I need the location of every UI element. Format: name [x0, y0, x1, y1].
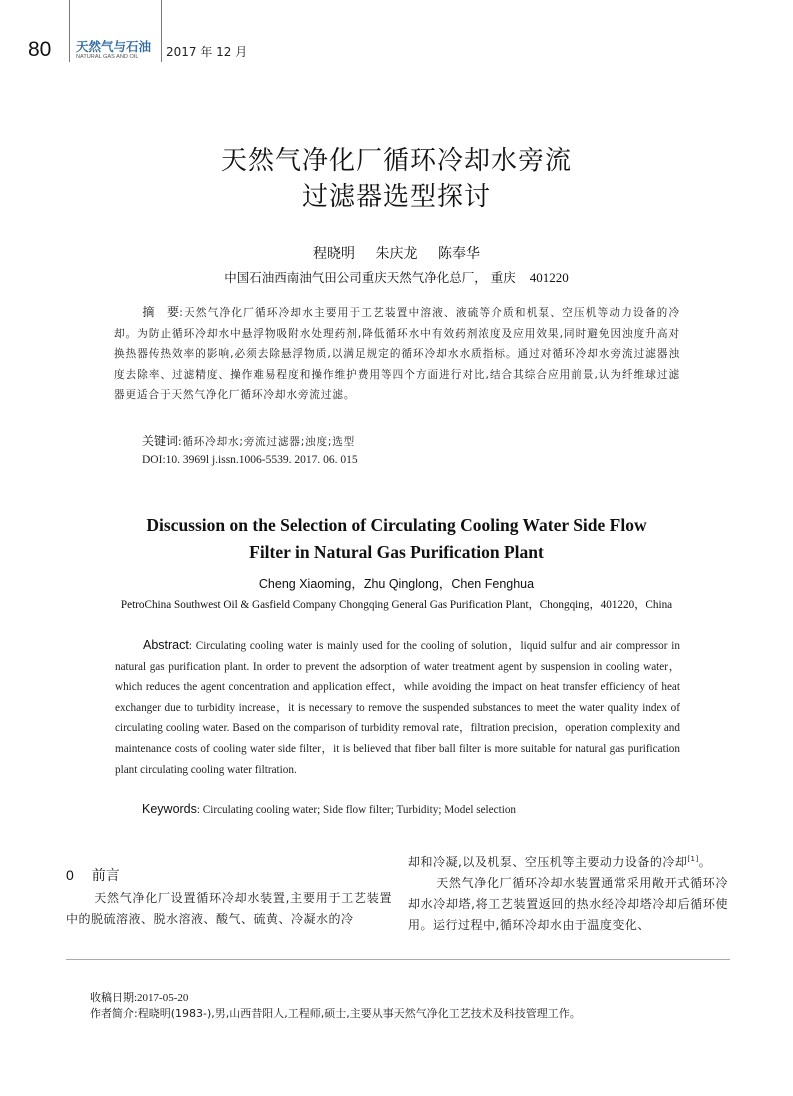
affiliation-cn: [0, 268, 793, 286]
citation-ref[interactable]: [1]: [687, 855, 699, 863]
bio-label: 作者简介: [90, 1007, 134, 1020]
body-left-text: 天然气净化厂设置循环冷却水装置,主要用于工艺装置中的脱硫溶液、脱水溶液、酸气、硫黄、冷凝水的冷: [66, 891, 392, 926]
body-right-para2-text: 天然气净化厂循环冷却水装置通常采用敞开式循环冷却水冷却塔,将工艺装置返回的热水经冷却塔冷却后循环使用。运行过程中,循环冷却水由于温度变化、: [408, 876, 728, 932]
section-title: 前言: [91, 868, 120, 884]
doi: DOI:10. 3969l j.issn.1006-5539. 2017. 06. 015: [142, 454, 358, 466]
received-value: :2017-05-20: [134, 992, 189, 1004]
journal-name-en: NATURAL GAS AND OIL: [76, 54, 139, 60]
keywords-cn-text: :循环冷却水;旁流过滤器;浊度;选型: [178, 436, 356, 448]
title-cn-line2: 过滤器选型探讨: [301, 182, 491, 212]
affiliation-en: PetroChina Southwest Oil & Gasfield Company Chongqing General Gas Purification Plant，Chongqing，401220，China: [120, 599, 673, 611]
abstract-cn-label: 摘 要: [142, 305, 180, 319]
received-label: 收稿日期: [90, 991, 134, 1004]
keywords-cn: [142, 432, 355, 449]
keywords-cn-label: 关键词: [142, 434, 179, 448]
issue-date: 2017 年 12 月: [166, 45, 248, 59]
author-cn: 朱庆龙: [375, 246, 418, 262]
body-right-para2: [408, 873, 728, 936]
received-date: [90, 990, 581, 1006]
abstract-en-text: : Circulating cooling water is mainly used for the cooling of solution，liquid sulfur and air compressor in natural gas purification plant. In order to prevent the adsorption of water treatment agent by suspension in cooling water，which reduces the agent concentration and application effect，while avoiding the impact on heat transfer efficiency of heat exchanger due to turbidity increase，it is necessary to remove the suspended substances to meet the water quality index of circulating cooling water. Based on the comparison of turbidity removal rate，filtration precision，operation complexity and maintenance costs of cooling water side filter，it is believed that fiber ball filter is more suitable for natural gas purification plant circulating cooling water filtration.: [115, 640, 680, 776]
body-right-line1: [408, 849, 728, 873]
footnote-divider: [66, 959, 730, 960]
keywords-en-text: : Circulating cooling water; Side flow filter; Turbidity; Model selection: [196, 804, 517, 816]
body-right-line1-text: 却和冷凝,以及机泵、空压机等主要动力设备的冷却: [408, 855, 688, 869]
abstract-cn-text: :天然气净化厂循环冷却水主要用于工艺装置中溶液、液硫等介质和机泵、空压机等动力设备的冷却。为防止循环冷却水中悬浮物吸附水处理药剂,降低循环水中有效药剂浓度及应用效果,同时避免因浊度升高对换热器传热效率的影响,必须去除悬浮物质,以满足规定的循环冷却水水质指标。通过对循环冷却水旁流过滤器浊度去除率、过滤精度、操作难易程度和操作维护费用等四个方面进行对比,结合其综合应用前景,认为纤维球过滤器更适合于天然气净化厂循环冷却水旁流过滤。: [114, 307, 680, 402]
title-en-line1: Discussion on the Selection of Circulating Cooling Water Side Flow: [146, 515, 647, 535]
abstract-en: [115, 635, 680, 780]
abstract-en-label: Abstract: [143, 638, 189, 652]
body-right-line1-end: 。: [698, 855, 712, 869]
author-cn: 程晓明: [313, 246, 356, 262]
authors-cn: [0, 243, 793, 263]
author-bio: [90, 1006, 581, 1021]
abstract-cn: [114, 302, 680, 406]
authors-en: Cheng Xiaoming，Zhu Qinglong，Chen Fenghua: [258, 577, 535, 591]
section-number: 0: [66, 867, 74, 883]
journal-name-cn: 天然气与石油: [76, 39, 152, 54]
journal-logo: [69, 0, 162, 62]
body-right-column: [408, 849, 728, 936]
affiliation-cn-org: 中国石油西南油气田公司重庆天然气净化总厂， 重庆: [224, 270, 516, 285]
bio-value: :程晓明(1983-),男,山西昔阳人,工程师,硕士,主要从事天然气净化工艺技术及科技管理工作。: [134, 1007, 581, 1020]
keywords-en-label: Keywords: [142, 802, 197, 816]
keywords-en: [142, 802, 516, 816]
section-heading: [66, 865, 120, 885]
body-left-column: [66, 888, 392, 930]
title-en-line2: Filter in Natural Gas Purification Plant: [249, 542, 544, 562]
affiliation-cn-zip: 401220: [529, 270, 569, 285]
footnote: [90, 990, 581, 1021]
page-number: 80: [28, 38, 52, 61]
title-cn-line1: 天然气净化厂循环冷却水旁流: [220, 146, 572, 176]
author-cn: 陈奉华: [437, 246, 480, 262]
